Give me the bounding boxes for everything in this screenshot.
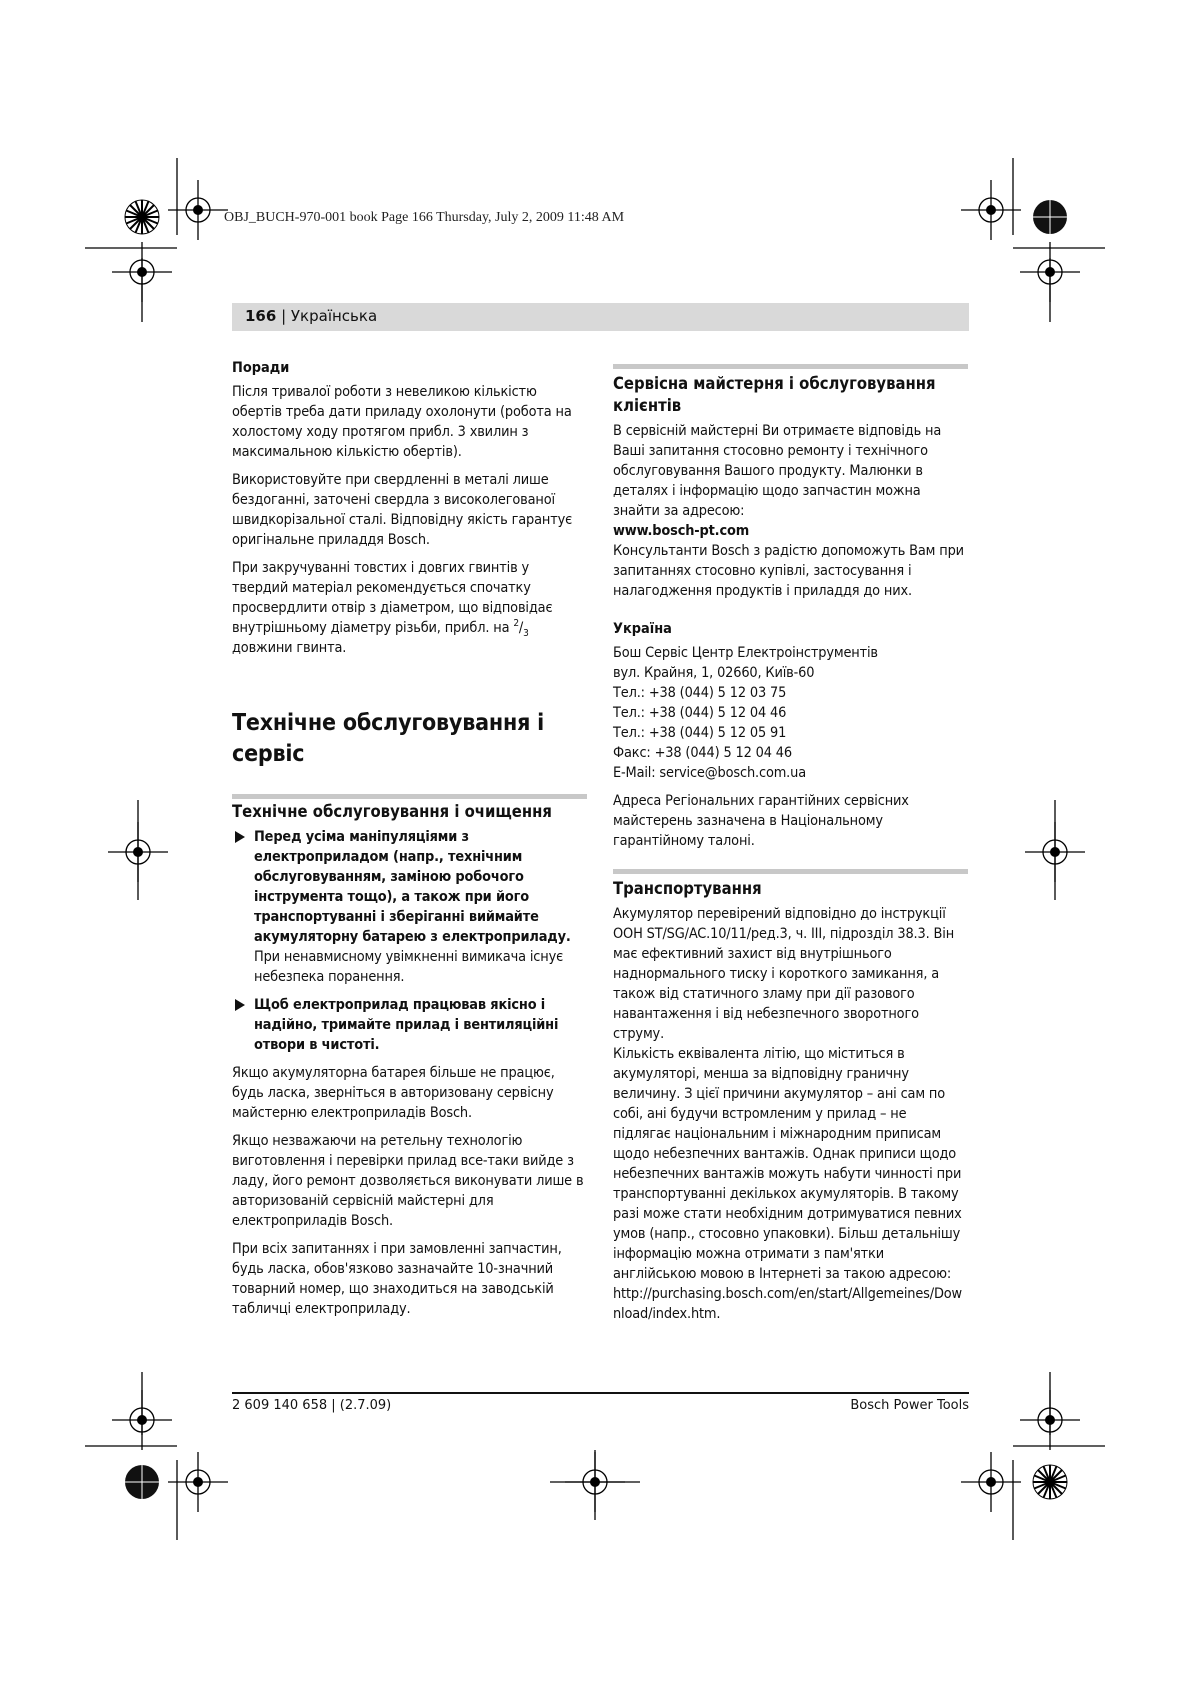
file-info-line: OBJ_BUCH-970-001 book Page 166 Thursday, July 2, 2009 11:48 AM [224,210,625,225]
address-tel-1: Тел.: +38 (044) 5 12 03 75 [613,685,787,701]
tips-paragraph-1: Після тривалої роботи з невеликою кількістю обертів треба дати приладу охолонути (робота на холостому ходу протягом прибл. 3 хвилин з максимальною кількістю обертів). [232,384,572,460]
footer-rule [232,1392,969,1394]
registration-star-bottom-right [1033,1465,1067,1499]
bullet-1-text [254,827,587,987]
registration-star-top-left [125,200,159,234]
regional-note: Адреса Регіональних гарантійних сервісних майстерень зазначена в Національному гарантійному талоні. [613,793,909,849]
tips-paragraph-2: Використовуйте при свердленні в металі лише бездоганні, заточені свердла з високолегованої швидкорізальної сталі. Відповідну якість гарантує оригінальне приладдя Bosch. [232,472,573,548]
fraction-slash: / [518,620,524,636]
tips-paragraph-3 [232,558,587,658]
registration-disc-bottom-left [125,1465,159,1499]
page-number: 166 [245,307,277,325]
fraction-numerator: 2 [513,618,519,630]
fraction-denominator: 3 [523,627,529,639]
service-paragraph-2: Консультанти Bosch з радістю допоможуть Вам при запитаннях стосовно купівлі, застосування і налагодження продуктів і приладдя до них. [613,543,964,599]
country-heading: Україна [613,621,672,637]
address-fax: Факс: +38 (044) 5 12 04 46 [613,745,792,761]
header-separator: | [276,307,291,325]
crosshair-bottom-right [961,1452,1021,1512]
tips-paragraph-3-end: довжини гвинта. [232,640,347,656]
footer-document-number: 2 609 140 658 | (2.7.09) [232,1398,392,1413]
bullet-1-bold: Перед усіма маніпуляціями з електроприладом (напр., технічним обслуговуванням, заміною робочого інструмента тощо), а також при його транспортуванні і зберіганні виймайте акумуляторну батарею з електроприладу. [254,829,571,945]
bullet-1-rest: При ненавмисному увімкненні вимикача існує небезпека поранення. [254,949,564,985]
right-column [613,364,968,1324]
service-heading: Сервісна майстерня і обслуговування клієнтів [613,374,936,415]
service-paragraph-1: В сервісній майстерні Ви отримаєте відповідь на Ваші запитання стосовно ремонту і технічного обслуговування Вашого продукту. Малюнки в деталях і інформацію щодо запчастин можна знайти за адресою: [613,423,942,519]
address-street: вул. Крайня, 1, 02660, Київ-60 [613,665,815,681]
crosshair-top-right [961,180,1021,240]
tips-heading: Поради [232,360,290,376]
bullet-item-1 [232,827,587,987]
heading-rule [613,364,968,369]
bullet-item-2 [232,995,587,1055]
bullet-triangle-icon [235,831,245,843]
footer-brand: Bosch Power Tools [850,1398,969,1413]
service-url: www.bosch-pt.com [613,523,750,539]
address-email: E-Mail: service@bosch.com.ua [613,765,806,781]
header-language: Українська [290,307,378,325]
transport-url: http://purchasing.bosch.com/en/start/Allgemeines/Download/index.htm. [613,1286,963,1322]
bullet-2-bold: Щоб електроприлад працював якісно і надійно, тримайте прилад і вентиляційні отвори в чистоті. [254,997,559,1053]
heading-rule [232,794,587,799]
address-tel-2: Тел.: +38 (044) 5 12 04 46 [613,705,787,721]
transport-paragraph-1: Акумулятор перевірений відповідно до інструкції ООН ST/SG/AC.10/11/ред.3, ч. III, підрозділ 38.3. Він має ефективний захист від внутрішнього наднормального тиску і короткого замикання, а також від статичного зламу при дії разового навантаження і від небезпечного зворотного струму. [613,906,955,1042]
page-header [245,307,377,325]
address-tel-3: Тел.: +38 (044) 5 12 05 91 [613,725,787,741]
bullet-triangle-icon [235,999,245,1011]
tips-paragraph-3-text: При закручуванні товстих і довгих гвинтів у твердий матеріал рекомендується спочатку просвердлити отвір з діаметром, що відповідає внутрішньому діаметру різьби, прибл. на [232,560,553,636]
maintenance-paragraph-1: Якщо акумуляторна батарея більше не працює, будь ласка, зверніться в авторизовану сервісну майстерню електроприладів Bosch. [232,1065,555,1121]
left-column [232,358,587,1327]
address-company: Бош Сервіс Центр Електроінструментів [613,645,878,661]
transport-heading: Транспортування [613,879,762,898]
section-title: Технічне обслуговування і сервіс [232,710,545,767]
registration-disc-top-right [1033,200,1067,234]
maintenance-paragraph-2: Якщо незважаючи на ретельну технологію виготовлення і перевірки прилад все-таки вийде з ладу, його ремонт дозволяється виконувати лише в авторизованій сервісній майстерні для електроприладів Bosch. [232,1133,584,1229]
maintenance-paragraph-3: При всіх запитаннях і при замовленні запчастин, будь ласка, обов'язково зазначайте 10-значний товарний номер, що знаходиться на заводській табличці електроприладу. [232,1241,562,1317]
maintenance-heading: Технічне обслуговування і очищення [232,802,552,821]
transport-paragraph-2: Кількість еквівалента літію, що міститься в акумуляторі, менша за відповідну граничну величину. З цієї причини акумулятор – ані сам по собі, ані будучи встромленим у прилад – не підлягає національним і міжнародним приписам щодо небезпечних вантажів. Однак приписи щодо небезпечних вантажів можуть набути чинності при транспортуванні декількох акумуляторів. В такому разі може стати необхідним дотримуватися певних умов (напр., стосовно упаковки). Більш детальнішу інформацію можна отримати з пам'ятки англійською мовою в Інтернеті за такою адресою: [613,1046,962,1282]
heading-rule [613,869,968,874]
page-header-bar [232,303,969,331]
